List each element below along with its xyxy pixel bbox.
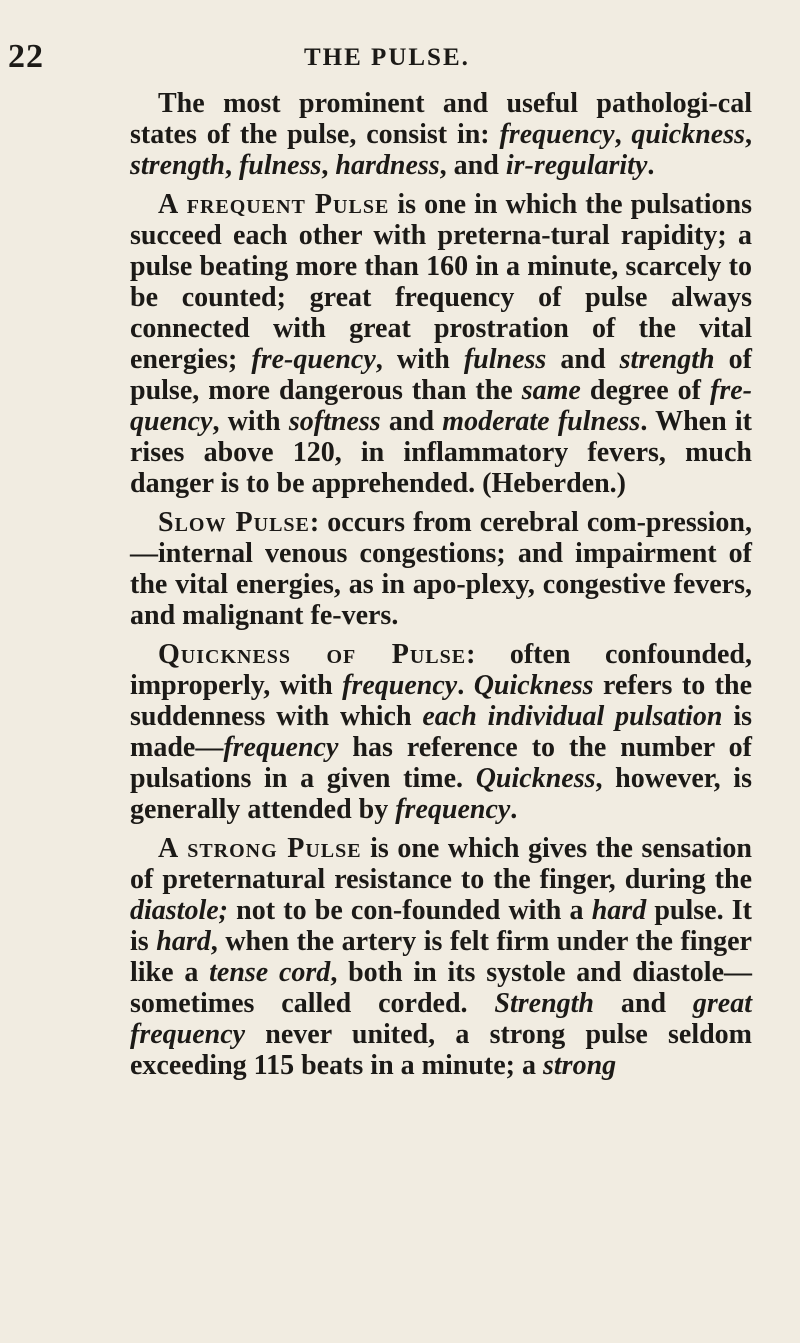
italic-term: fre-quency (251, 344, 376, 375)
italic-term: Quickness (475, 763, 596, 794)
text-run: refers to the suddenness with which (130, 670, 753, 732)
paragraph-quickness-of-pulse (130, 639, 752, 825)
italic-term: frequency (395, 794, 511, 825)
italic-term: diastole; (130, 895, 228, 926)
text-run: . When it rises above 120, in inflammatory fevers, much danger is to be apprehended. (Heberden.) (130, 406, 752, 499)
italic-term: each individual pulsation (422, 701, 723, 732)
text-run: has reference to the number of pulsations in a given time. (130, 732, 752, 794)
running-head: THE PULSE. (304, 44, 470, 71)
text-run: is one which gives the sensation of preternatural resistance to the finger, during the (130, 833, 752, 895)
page-number: 22 (8, 38, 44, 75)
italic-term: quickness (631, 119, 745, 150)
section-heading: Quickness of Pulse (158, 639, 467, 670)
text-run: , however, is generally attended by (130, 763, 752, 825)
text-run: and (380, 406, 443, 437)
text-run: , (321, 150, 336, 181)
text-run: never united, a strong pulse seldom exceeding 115 beats in a minute; a (130, 1019, 752, 1081)
italic-term: same (521, 375, 581, 406)
italic-term: frequency (499, 119, 615, 150)
text-run: , (614, 119, 632, 150)
text-run: , when the artery is felt firm under the finger like a (130, 926, 752, 988)
text-run: , both in its systole and diastole—sometimes called corded. (130, 957, 752, 1019)
text-run: , and (439, 150, 506, 181)
italic-term: Strength (494, 988, 595, 1019)
italic-term: fre-quency (130, 375, 752, 437)
italic-term: fulness (238, 150, 322, 181)
italic-term: moderate fulness (442, 406, 641, 437)
italic-term: tense cord (209, 957, 331, 988)
italic-term: strength (619, 344, 715, 375)
italic-term: hardness (335, 150, 440, 181)
page-header (0, 38, 800, 88)
paragraph-slow-pulse (130, 507, 752, 631)
italic-term: fulness (463, 344, 547, 375)
section-heading: Slow Pulse (158, 507, 310, 538)
text-run: pulse. It is (130, 895, 753, 957)
text-run: , with (212, 406, 289, 437)
text-run: . (457, 670, 474, 701)
text-run: : often confounded, improperly, with (130, 639, 752, 701)
italic-term: ir-regularity (505, 150, 648, 181)
italic-term: frequency (342, 670, 458, 701)
text-run: . (647, 150, 655, 181)
text-run: degree of (580, 375, 711, 406)
text-run: not to be con-founded with a (228, 895, 592, 926)
italic-term: great frequency (130, 988, 752, 1050)
body-text (130, 88, 752, 1089)
italic-term: hard (156, 926, 211, 957)
text-run: : occurs from cerebral com-pression,—internal venous congestions; and impairment of the vital energies, as in apo-plexy, congestive fevers, and malignant fe-vers. (130, 507, 752, 631)
text-run: , (224, 150, 239, 181)
text-run: and (594, 988, 693, 1019)
paragraph-pathological-states (130, 88, 752, 181)
text-run: of pulse, more dangerous than the (130, 344, 752, 406)
text-run: , (745, 119, 752, 150)
section-heading: A strong Pulse (158, 833, 362, 864)
italic-term: Quickness (473, 670, 594, 701)
italic-term: frequency (223, 732, 339, 763)
section-heading: A frequent Pulse (158, 189, 390, 220)
paragraph-strong-pulse (130, 833, 752, 1081)
text-run: . (510, 794, 518, 825)
italic-term: strong (543, 1050, 617, 1081)
italic-term: strength (130, 150, 225, 181)
italic-term: hard (591, 895, 647, 926)
text-run: is made— (130, 701, 752, 763)
paragraph-frequent-pulse (130, 189, 752, 499)
text-run: , with (375, 344, 464, 375)
italic-term: softness (288, 406, 381, 437)
text-run: The most prominent and useful pathologi-cal states of the pulse, consist in: (130, 88, 752, 150)
text-run: and (546, 344, 620, 375)
text-run: is one in which the pulsations succeed each other with preterna-tural rapidity; a pulse beating more than 160 in a minute, scarcely to be counted; great frequency of pulse always connected with great prostration of the vital energies; (130, 189, 752, 375)
